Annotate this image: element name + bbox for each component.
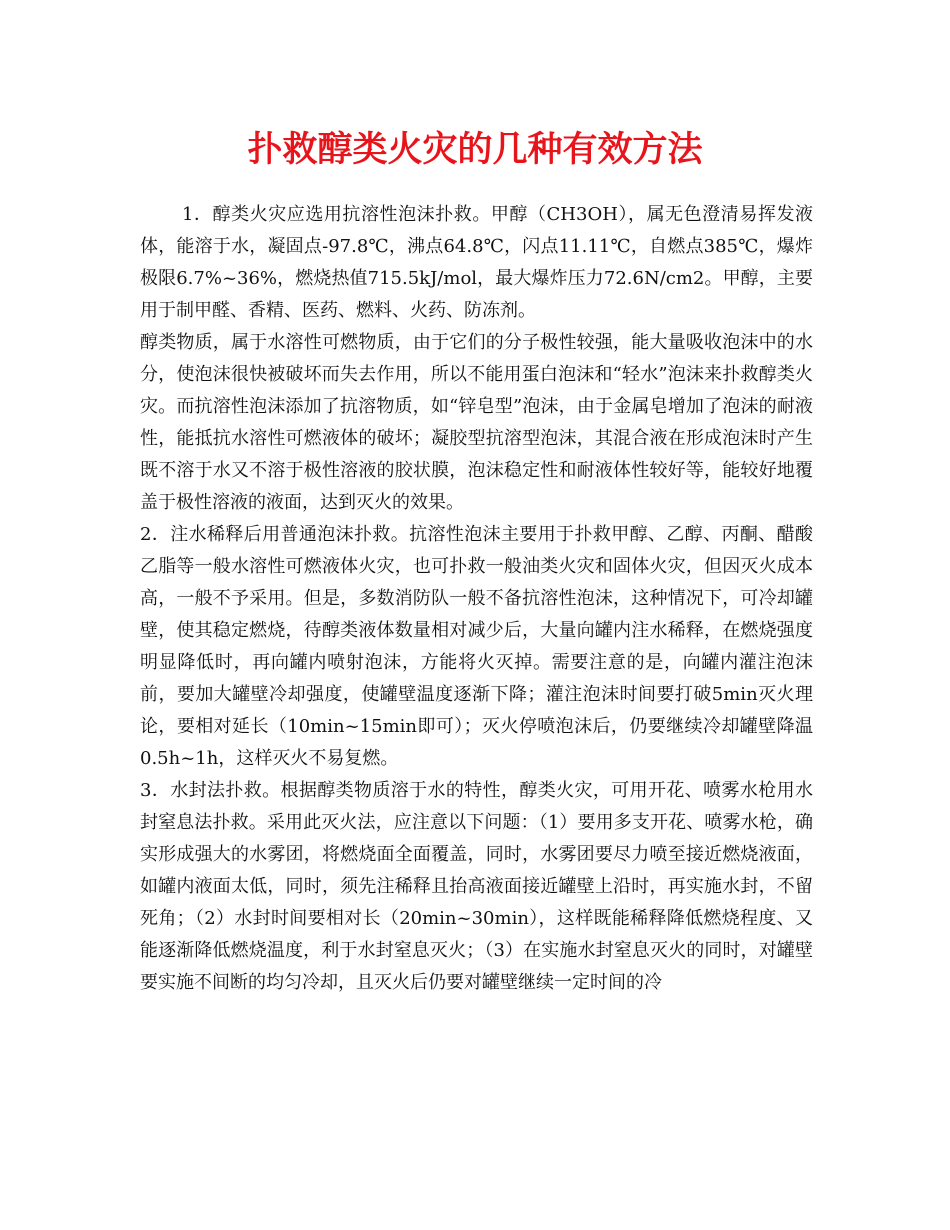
paragraph-1: 1．醇类火灾应选用抗溶性泡沫扑救。甲醇（CH3OH），属无色澄清易挥发液体，能溶于水，凝固点-97.8℃，沸点64.8℃，闪点11.11℃，自燃点385℃，爆炸极限6.7%~36%，燃烧热值715.5kJ/mol，最大爆炸压力72.6N/cm2。甲醇，主要用于制甲醛、香精、医药、燃料、火药、防冻剂。 — [140, 204, 813, 321]
paragraph-3: 2．注水稀释后用普通泡沫扑救。抗溶性泡沫主要用于扑救甲醇、乙醇、丙酮、醋酸乙脂等一般水溶性可燃液体火灾，也可扑救一般油类火灾和固体火灾，但因灭火成本高，一般不予采用。但是，多数消防队一般不备抗溶性泡沫，这种情况下，可冷却罐壁，使其稳定燃烧，待醇类液体数量相对减少后，大量向罐内注水稀释，在燃烧强度明显降低时，再向罐内喷射泡沫，方能将火灭掉。需要注意的是，向罐内灌注泡沫前，要加大罐壁冷却强度，使罐壁温度逐渐下降；灌注泡沫时间要打破5min灭火理论，要相对延长（10min~15min即可）；灭火停喷泡沫后，仍要继续冷却罐壁降温0.5h~1h，这样灭火不易复燃。 — [140, 524, 813, 769]
document-body — [140, 199, 813, 999]
document-title: 扑救醇类火灾的几种有效方法 — [247, 129, 703, 170]
paragraph-4: 3．水封法扑救。根据醇类物质溶于水的特性，醇类火灾，可用开花、喷雾水枪用水封窒息法扑救。采用此灭火法，应注意以下问题：（1）要用多支开花、喷雾水枪，确实形成强大的水雾团，将燃烧面全面覆盖，同时，水雾团要尽力喷至接近燃烧液面，如罐内液面太低，同时，须先注稀释且抬高液面接近罐壁上沿时，再实施水封，不留死角；（2）水封时间要相对长（20min~30min），这样既能稀释降低燃烧程度、又能逐渐降低燃烧温度，利于水封窒息灭火；（3）在实施水封窒息灭火的同时，对罐壁要实施不间断的均匀冷却，且灭火后仍要对罐壁继续一定时间的冷 — [140, 780, 813, 993]
paragraph-2: 醇类物质，属于水溶性可燃物质，由于它们的分子极性较强，能大量吸收泡沫中的水分，使泡沫很快被破坏而失去作用，所以不能用蛋白泡沫和“轻水”泡沫来扑救醇类火灾。而抗溶性泡沫添加了抗溶物质，如“锌皂型”泡沫，由于金属皂增加了泡沫的耐液性，能抵抗水溶性可燃液体的破坏；凝胶型抗溶型泡沫，其混合液在形成泡沫时产生既不溶于水又不溶于极性溶液的胶状膜，泡沫稳定性和耐液体性较好等，能较好地覆盖于极性溶液的液面，达到灭火的效果。 — [140, 332, 813, 513]
